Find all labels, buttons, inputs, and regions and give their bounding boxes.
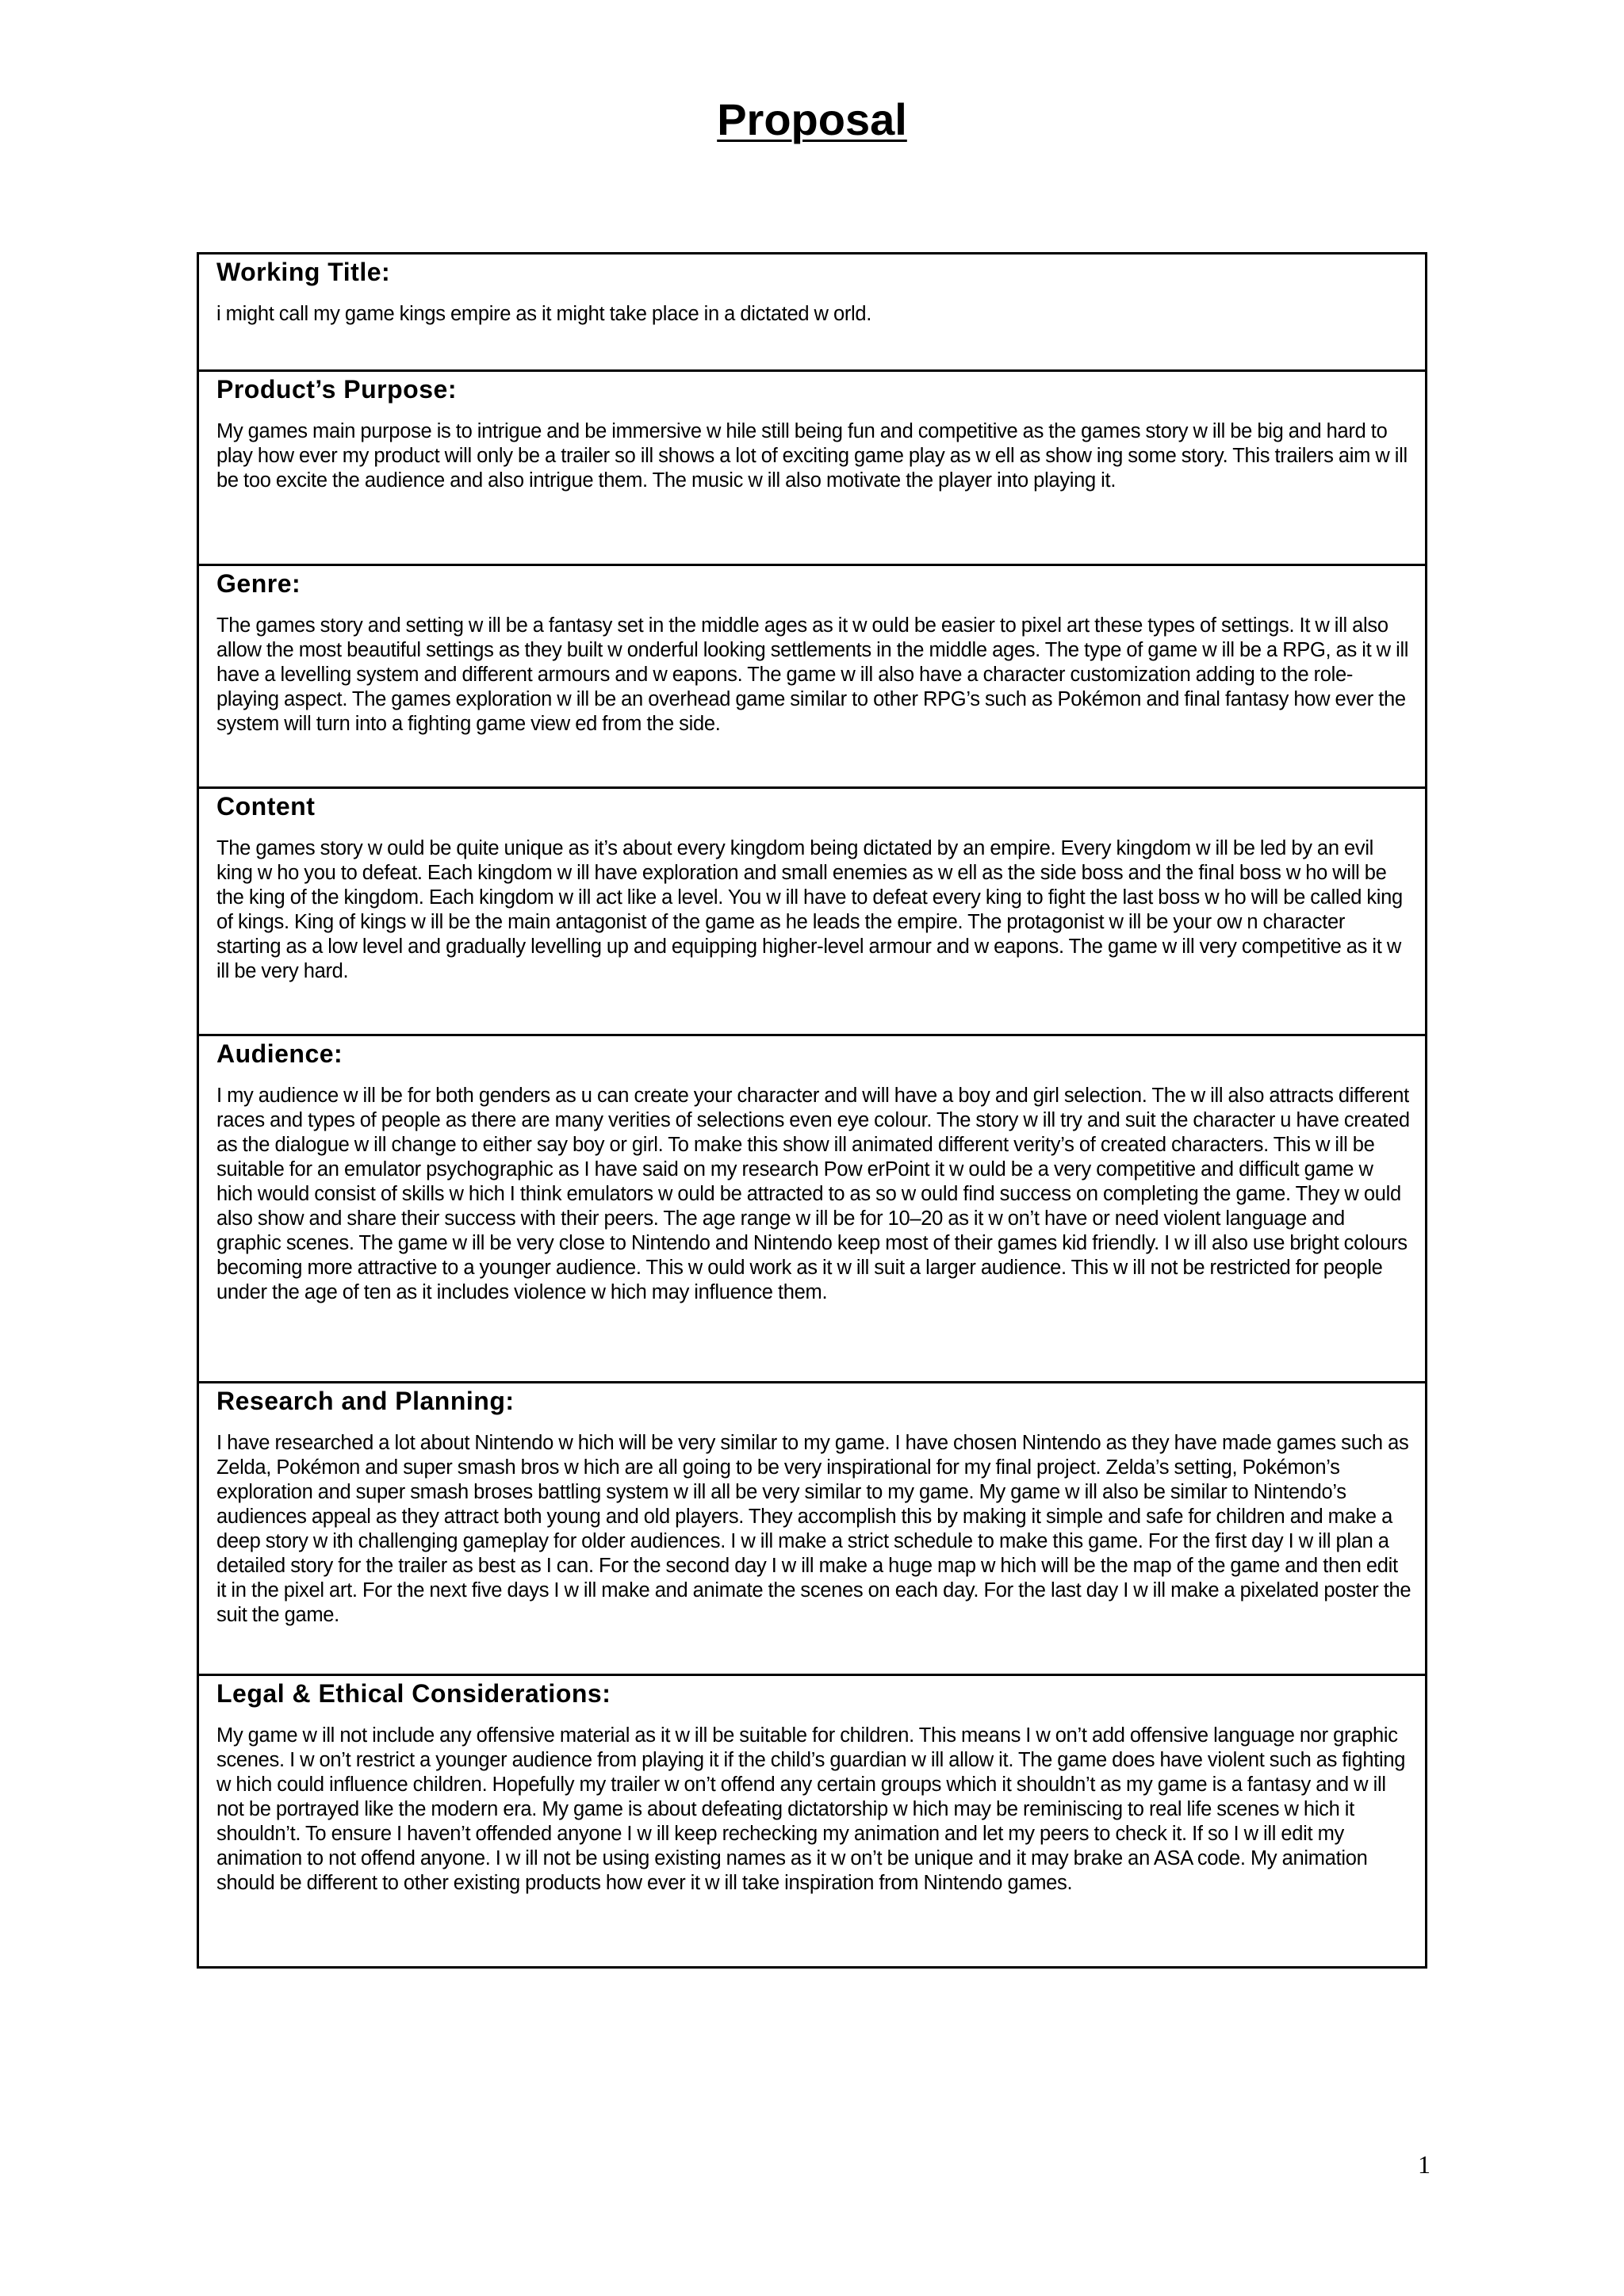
section-legal-ethical [199,1676,1425,1966]
section-body: i might call my game kings empire as it might take place in a dictated w orld. [216,303,872,325]
section-body: I my audience w ill be for both genders as u can create your character and will have a boy and girl selection. The w ill also attracts different races and types of people as there are many verities of selections even eye colour. The story w ill try and suit the character u have created as the dialogue w ill change to either say boy or girl. To make this show ill animated different verity’s of created characters. This w ill be suitable for an emulator psychographic as I have said on my research Pow erPoint it w ould be a very competitive and difficult game w hich would consist of skills w hich I think emulators w ould be attracted to as so w ould find success on completing the game. They w ould also show and share their success with their peers. The age range w ill be for 10–20 as it w on’t have or need violent language and graphic scenes. The game w ill be very close to Nintendo and Nintendo keep most of their games kid friendly. I w ill also use bright colours becoming more attractive to a younger audience. This w ould work as it w ill suit a larger audience. This w ill not be restricted for people under the age of ten as it includes violence w hich may influence them. [216,1085,1410,1303]
section-heading: Research and Planning: [216,1387,515,1415]
section-body: I have researched a lot about Nintendo w hich will be very similar to my game. I have chosen Nintendo as they have made games such as Zelda, Pokémon and super smash bros w hich are all going to be very inspirational for my final project. Zelda’s setting, Pokémon’s exploration and super smash broses battling system w ill all be very similar to my game. My game w ill also be similar to Nintendo’s audiences appeal as they attract both young and old players. They accomplish this by making it simple and safe for children and make a deep story w ith challenging gameplay for older audiences. I w ill make a strict schedule to make this game. For the first day I w ill plan a detailed story for the trailer as best as I can. For the second day I w ill make a huge map w hich will be the map of the game and then edit it in the pixel art. For the next five days I w ill make and animate the scenes on each day. For the last day I w ill make a pixelated poster the suit the game. [216,1432,1411,1626]
page-title: Proposal [717,94,907,144]
section-working-title [199,254,1425,372]
section-body: My game w ill not include any offensive material as it w ill be suitable for children. This means I w on’t add offensive language nor graphic scenes. I w on’t restrict a younger audience from playing it if the child’s guardian w ill allow it. The game does have violent such as fighting w hich could influence children. Hopefully my trailer w on’t offend any certain groups which it shouldn’t as my game is a fantasy and w ill not be portrayed like the modern era. My game is about defeating dictatorship w hich may be reminiscing to real life scenes w hich it shouldn’t. To ensure I haven’t offended anyone I w ill keep rechecking my animation and let my peers to check it. If so I w ill edit my animation to not offend anyone. I w ill not be using existing names as it w on’t be unique and it may brake an ASA code. My animation should be different to other existing products how ever it w ill take inspiration from Nintendo games. [216,1724,1406,1894]
section-body: The games story w ould be quite unique as it’s about every kingdom being dictated by an empire. Every kingdom w ill be led by an evil king w ho you to defeat. Each kingdom w ill have exploration and small enemies as w ell as the side boss and the final boss w ho will be the king of the kingdom. Each kingdom w ill act like a level. You w ill have to defeat every king to fight the last boss w ho will be called king of kings. King of kings w ill be the main antagonist of the game as he leads the empire. The protagonist w ill be your ow n character starting as a low level and gradually levelling up and equipping higher-level armour and w eapons. The game w ill very competitive as it w ill be very hard. [216,837,1403,982]
section-heading: Content [216,792,316,821]
section-research-and-planning [199,1383,1425,1676]
section-products-purpose [199,372,1425,566]
section-heading: Audience: [216,1039,343,1068]
section-body: The games story and setting w ill be a fantasy set in the middle ages as it w ould be easier to pixel art these types of settings. It w ill also allow the most beautiful settings as they built w onderful looking settlements in the middle ages. The type of game w ill be a RPG, as it w ill have a levelling system and different armours and w eapons. The game w ill also have a character customization adding to the role-playing aspect. The games exploration w ill be an overhead game similar to other RPG’s such as Pokémon and final fantasy how ever the system will turn into a fighting game view ed from the side. [216,614,1409,735]
section-heading: Genre: [216,569,301,598]
section-heading: Working Title: [216,258,391,286]
proposal-table [197,252,1427,1969]
section-heading: Product’s Purpose: [216,375,457,404]
page-number: 1 [1418,2150,1431,2179]
section-content [199,789,1425,1036]
section-genre [199,566,1425,789]
section-audience [199,1036,1425,1383]
section-heading: Legal & Ethical Considerations: [216,1679,611,1708]
section-body: My games main purpose is to intrigue and be immersive w hile still being fun and competitive as the games story w ill be big and hard to play how ever my product will only be a trailer so ill shows a lot of exciting game play as w ell as show ing some story. This trailers aim w ill be too excite the audience and also intrigue them. The music w ill also motivate the player into playing it. [216,420,1408,492]
